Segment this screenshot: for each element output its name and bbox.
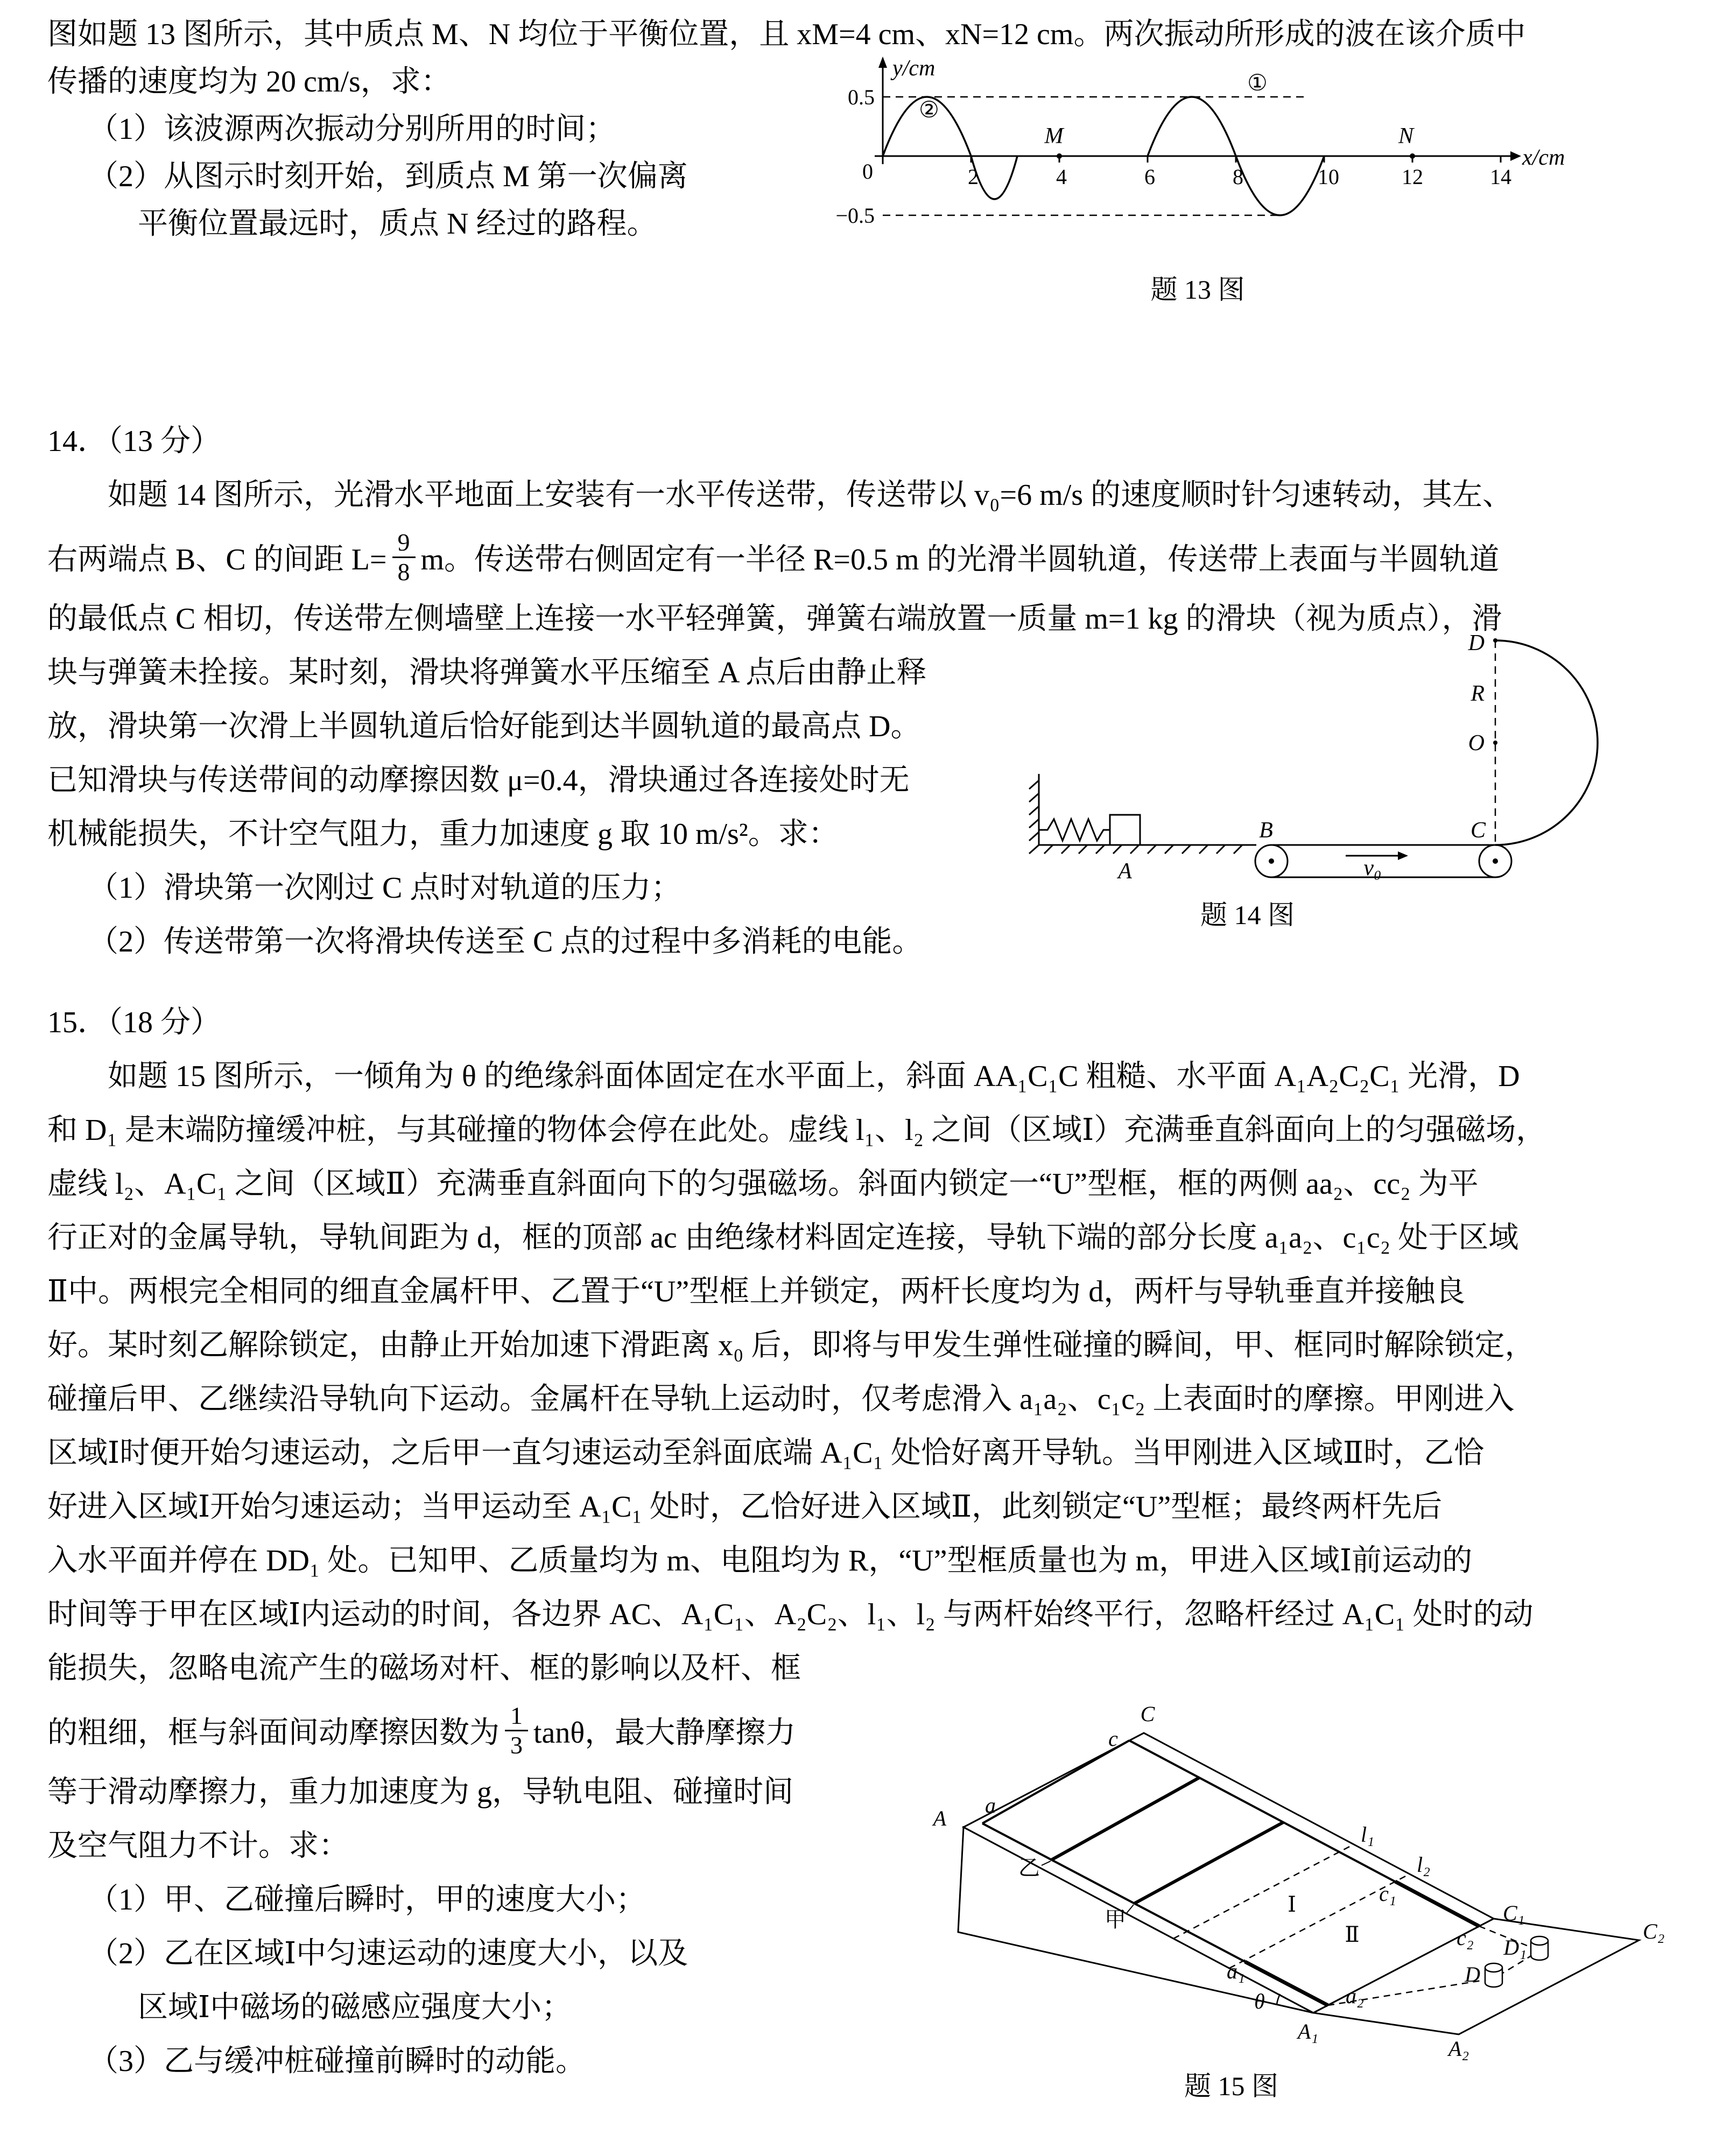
y-axis-arrow: [878, 57, 887, 68]
corner-A2-label: A₂: [1448, 2037, 1469, 2061]
point-a1-label: a₁: [1227, 1959, 1245, 1983]
semicircular-track: [1495, 640, 1598, 845]
point-c-label: c: [1108, 1727, 1118, 1751]
text-line: 好。某时刻乙解除锁定，由静止开始加速下滑距离 x₀ 后，即将与甲发生弹性碰撞的瞬间，甲、框同时解除锁定，: [47, 1329, 1535, 1362]
fraction-pre-text: 的粗细，框与斜面间动摩擦因数为: [47, 1716, 500, 1750]
tick-label: 8: [1233, 165, 1243, 189]
text-line: 碰撞后甲、乙继续沿导轨向下运动。金属杆在导轨上运动时，仅考虑滑入 a₁a₂、c₁c₂ 上表面时的摩擦。甲刚进入: [47, 1383, 1515, 1416]
conveyor-belt: [1255, 845, 1511, 877]
left-roller-axle: [1269, 858, 1274, 864]
text-line: 好进入区域Ⅰ开始匀速运动；当甲运动至 A₁C₁ 处时，乙恰好进入区域Ⅱ，此刻锁定“U”型框；最终两杆先后: [47, 1490, 1443, 1524]
text-line: 时间等于甲在区域Ⅰ内运动的时间，各边界 AC、A₁C₁、A₂C₂、l₁、l₂ 与两杆始终平行，忽略杆经过 A₁C₁ 处时的动: [47, 1598, 1534, 1631]
conveyor-diagram-svg: [1023, 630, 1647, 888]
origin-label: 0: [862, 159, 873, 184]
question-13-item-2: （2）从图示时刻开始，到质点 M 第一次偏离: [88, 160, 688, 193]
point-M-dot: [1057, 153, 1062, 159]
corner-C2-label: C₂: [1643, 1919, 1665, 1943]
figure-15-caption: 题 15 图: [1184, 2071, 1278, 2101]
text-line: 平衡位置最远时，质点 N 经过的路程。: [138, 207, 657, 241]
theta-label: θ: [1254, 1989, 1265, 2013]
fraction-denominator: 8: [397, 558, 410, 586]
text-line: 区域Ⅰ时便开始匀速运动，之后甲一直匀速运动至斜面底端 A₁C₁ 处恰好离开导轨。当甲刚进入区域Ⅱ时，乙恰: [47, 1436, 1485, 1470]
point-c2-label: c₂: [1457, 1926, 1474, 1950]
figure-15-incline-diagram: [915, 1690, 1679, 2102]
wave-pulse-2-curve: [883, 97, 1017, 199]
question-15-heading: 15．（18 分）: [47, 1006, 221, 1039]
tick-label: 4: [1056, 165, 1067, 189]
question-13-item-1: （1）该波源两次振动分别所用的时间；: [88, 112, 616, 146]
point-c1-label: c₁: [1379, 1882, 1396, 1906]
wave-graph-svg: [824, 32, 1572, 258]
fraction-post-text: m。传送带右侧固定有一半径 R=0.5 m 的光滑半圆轨道，传送带上表面与半圆轨道: [420, 543, 1500, 576]
pulse-2-label: ②: [919, 98, 939, 123]
text-line: 放，滑块第一次滑上半圆轨道后恰好能到达半圆轨道的最高点 D。: [47, 710, 921, 743]
ground: [1039, 845, 1256, 854]
tick-label: 2: [968, 165, 979, 189]
wall: [1029, 774, 1039, 854]
tick-label: 10: [1318, 165, 1339, 189]
tick-label: 6: [1144, 165, 1155, 189]
text-line-with-fraction: [47, 522, 1513, 592]
right-roller-axle: [1493, 858, 1498, 864]
pulse-1-label: ①: [1247, 71, 1268, 96]
text-line: 图如题 13 图所示，其中质点 M、N 均位于平衡位置，且 xM=4 cm、xN=12 cm。两次振动所形成的波在该介质中: [47, 18, 1526, 51]
figure-14-caption: 题 14 图: [1200, 900, 1295, 930]
point-B-label: B: [1259, 818, 1273, 843]
question-15-item-2-continued: 区域Ⅰ中磁场的磁感应强度大小；: [138, 1991, 572, 2024]
point-D-dot: [1493, 638, 1497, 643]
question-15-item-3: （3）乙与缓冲桩碰撞前瞬时的动能。: [88, 2045, 586, 2078]
figure-13-wave-graph: [824, 32, 1572, 306]
point-N-label: N: [1398, 124, 1414, 149]
corner-A1-label: A₁: [1297, 2019, 1319, 2044]
pile-D-label: D: [1465, 1962, 1480, 1986]
text-line: 的最低点 C 相切，传送带左侧墙壁上连接一水平轻弹簧，弹簧右端放置一质量 m=1 kg 的滑块（视为质点），滑: [47, 602, 1502, 636]
point-A-label: A: [1118, 859, 1132, 884]
point-N-dot: [1410, 153, 1415, 159]
fraction-numerator: 1: [505, 1702, 528, 1731]
corner-C1-label: C₁: [1503, 1901, 1525, 1925]
fraction-post-text: tanθ，最大静摩擦力: [533, 1716, 796, 1750]
x-axis-label: x/cm: [1522, 145, 1565, 170]
fraction: [505, 1702, 528, 1759]
text-line: 能损失，忽略电流产生的磁场对杆、框的影响以及杆、框: [47, 1652, 801, 1685]
text-line: 传播的速度均为 20 cm/s，求：: [47, 65, 451, 98]
point-C-label: C: [1470, 818, 1486, 843]
text-line: 及空气阻力不计。求：: [47, 1829, 349, 1863]
text-line: 如题 15 图所示，一倾角为 θ 的绝缘斜面体固定在水平面上，斜面 AA₁C₁C 粗糙、水平面 A₁A₂C₂C₁ 光滑，D: [108, 1060, 1520, 1093]
fraction: [392, 529, 416, 586]
text-line: 块与弹簧未拴接。某时刻，滑块将弹簧水平压缩至 A 点后由静止释: [47, 656, 927, 689]
corner-A-label: A: [933, 1806, 946, 1830]
boundary-l2-label: l₂: [1417, 1852, 1431, 1877]
text-line: 已知滑块与传送带间的动摩擦因数 μ=0.4，滑块通过各连接处时无: [47, 764, 910, 797]
region-2-label: Ⅱ: [1345, 1922, 1360, 1947]
question-15-item-1: （1）甲、乙碰撞后瞬时，甲的速度大小；: [88, 1883, 646, 1917]
center-O-dot: [1493, 741, 1497, 745]
text-line: 虚线 l₂、A₁C₁ 之间（区域Ⅱ）充满垂直斜面向下的匀强磁场。斜面内锁定一“U”型框，框的两侧 aa₂、cc₂ 为平: [47, 1167, 1479, 1201]
boundary-l1-label: l₁: [1361, 1822, 1375, 1847]
question-14-item-1: （1）滑块第一次刚过 C 点时对轨道的压力；: [88, 871, 681, 905]
question-15-item-2: （2）乙在区域Ⅰ中匀速运动的速度大小，以及: [88, 1937, 688, 1970]
incline-diagram-svg: [915, 1690, 1679, 2061]
radius-R-label: R: [1471, 681, 1485, 706]
text-line: 和 D₁ 是末端防撞缓冲桩，与其碰撞的物体会停在此处。虚线 l₁、l₂ 之间（区域Ⅰ）充满垂直斜面向上的匀强磁场，: [47, 1114, 1546, 1147]
point-a-label: a: [985, 1793, 996, 1817]
rod-jia-label: 甲: [1105, 1907, 1126, 1932]
figure-14-conveyor-diagram: [1023, 630, 1647, 931]
pile-D1-label: D₁: [1503, 1935, 1527, 1960]
y-lower-label: −0.5: [835, 203, 875, 228]
tick-label: 12: [1402, 165, 1423, 189]
text-line: 行正对的金属导轨，导轨间距为 d，框的顶部 ac 由绝缘材料固定连接，导轨下端的部分长度 a₁a₂、c₁c₂ 处于区域: [47, 1221, 1519, 1255]
point-M-label: M: [1044, 124, 1064, 149]
spring: [1039, 819, 1110, 841]
question-14-heading: 14．（13 分）: [47, 425, 221, 458]
rod-yi-label: 乙: [1018, 1856, 1040, 1880]
text-line: Ⅱ中。两根完全相同的细直金属杆甲、乙置于“U”型框上并锁定，两杆长度均为 d，两杆与导轨垂直并接触良: [47, 1275, 1466, 1308]
x-axis-arrow: [1510, 151, 1521, 161]
fraction-numerator: 9: [392, 529, 416, 558]
question-14-item-2: （2）传送带第一次将滑块传送至 C 点的过程中多消耗的电能。: [88, 925, 923, 959]
text-line: 等于滑动摩擦力，重力加速度为 g，导轨电阻、碰撞时间: [47, 1775, 793, 1809]
tick-label: 14: [1490, 165, 1511, 189]
corner-C-label: C: [1140, 1702, 1155, 1726]
region-1-label: Ⅰ: [1288, 1892, 1296, 1917]
text-line: 机械能损失，不计空气阻力，重力加速度 g 取 10 m/s²。求：: [47, 818, 839, 851]
y-axis-label: y/cm: [892, 56, 936, 81]
block: [1110, 815, 1140, 845]
belt-velocity-label: v₀: [1363, 856, 1382, 880]
figure-13-caption: 题 13 图: [1150, 274, 1245, 305]
fraction-pre-text: 右两端点 B、C 的间距 L=: [47, 543, 387, 576]
text-line: 入水平面并停在 DD₁ 处。已知甲、乙质量均为 m、电阻均为 R，“U”型框质量也为 m，甲进入区域Ⅰ前运动的: [47, 1544, 1473, 1577]
text-line: 如题 14 图所示，光滑水平地面上安装有一水平传送带，传送带以 v₀=6 m/s 的速度顺时针匀速转动，其左、: [108, 478, 1513, 512]
center-O-label: O: [1468, 731, 1485, 756]
point-a2-label: a₂: [1346, 1984, 1364, 2008]
fraction-denominator: 3: [510, 1731, 523, 1759]
y-upper-label: 0.5: [848, 85, 875, 109]
point-D-label: D: [1468, 631, 1485, 656]
